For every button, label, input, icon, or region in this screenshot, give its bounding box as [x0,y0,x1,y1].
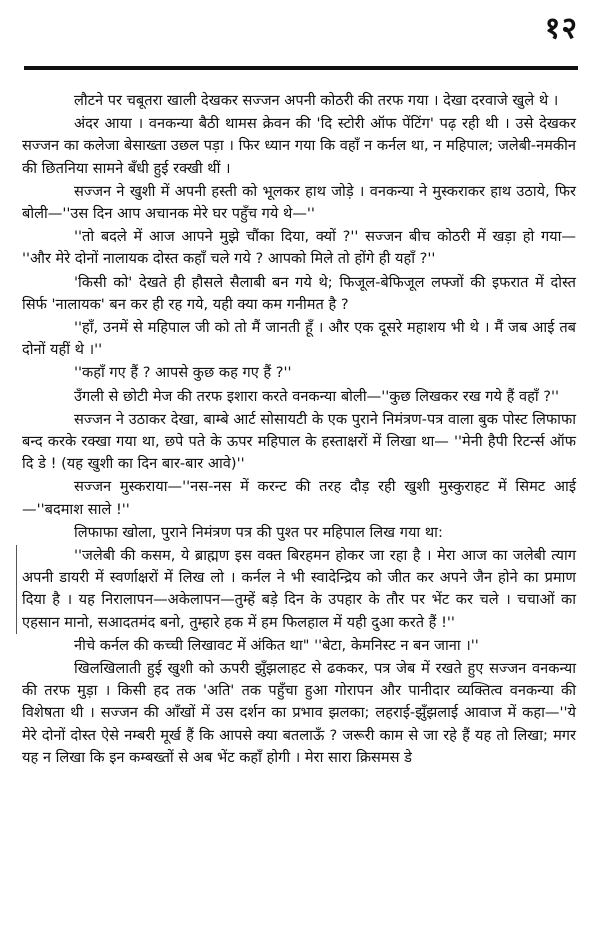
paragraph: खिलखिलाती हुई खुशी को ऊपरी झुँझलाहट से ढककर, पत्र जेब में रखते हुए सज्जन वनकन्या की तरफ मुड़ा । किसी हद तक 'अति' तक पहुँचा हुआ गोरापन और पानीदार व्यक्तित्व वनकन्या की विशेषता थी । सज्जन की आँखों में उस दर्शन का प्रभाव झलका; लहराई-झुँझलाई आवाज में कहा—''ये मेरे दोनों दोस्त ऐसे नम्बरी मूर्ख हैं कि आपसे क्या बतलाऊँ ? जरूरी काम से जा रहे हैं यह तो लिखा; मगर यह न लिखा कि इन कम्बख्तों से अब भेंट कहाँ होगी । मेरा सारा क्रिसमस डे [22,660,576,766]
body-text [22,90,576,770]
paragraph: सज्जन ने खुशी में अपनी हस्ती को भूलकर हाथ जोड़े । वनकन्या ने मुस्कराकर हाथ उठाये, फिर बोली—''उस दिन आप अचानक मेरे घर पहुँच गये थे—'' [22,182,576,223]
quoted-letter: ''जलेबी की कसम, ये ब्राह्मण इस वक्त बिरहमन होकर जा रहा है । मेरा आज का जलेबी त्याग अपनी डायरी में स्वर्णाक्षरों में लिख लो । कर्नल ने भी स्वादेन्द्रिय को जीत कर अपने जैन होने का प्रमाण दिया है । यह निरालापन—अकेलापन—तुम्हें बड़े दिन के उपहार के तौर पर भेंट कर चले । चचाओं का एहसान मानो, सआदतमंद बनो, तुम्हारे हक में हम फिलहाल में यही दुआ करते हैं !'' [16,545,576,634]
header-rule [24,66,578,70]
paragraph: लिफाफा खोला, पुराने निमंत्रण पत्र की पुश्त पर महिपाल लिख गया था: [74,523,443,541]
paragraph: ''कहाँ गए हैं ? आपसे कुछ कह गए हैं ?'' [74,364,292,382]
paragraph: ''हाँ, उनमें से महिपाल जी को तो मैं जानती हूँ । और एक दूसरे महाशय भी थे । मैं जब आई तब दोनों यहीं थे ।'' [22,319,576,359]
paragraph: 'किसी को' देखते ही हौसले सैलाबी बन गये थे; फिजूल-बेफिजूल लफ्जों की इफरात में दोस्त सिर्फ 'नालायक' बन कर ही रह गये, यही क्या कम गनीमत है ? [22,273,576,313]
paragraph: सज्जन ने उठाकर देखा, बाम्बे आर्ट सोसायटी के एक पुराने निमंत्रण-पत्र वाला बुक पोस्ट लिफाफा बन्द करके रक्खा गया था, छपे पते के ऊपर महिपाल के हस्ताक्षरों में लिखा था— ''मेनी हैपी रिटर्न्स ऑफ दि डे ! (यह खुशी का दिन बार-बार आवे)'' [22,410,576,473]
paragraph: नीचे कर्नल की कच्ची लिखावट में अंकित था" ''बेटा, केमनिस्ट न बन जाना ।'' [74,636,479,654]
page-number: १२ [544,11,578,46]
paragraph: अंदर आया । वनकन्या बैठी थामस क्रेवन की 'दि स्टोरी ऑफ पेंटिंग' पढ़ रही थी । उसे देखकर सज्जन का कलेजा बेसाख्ता उछल पड़ा । फिर ध्यान गया कि वहाँ न कर्नल था, न महिपाल; जलेबी-नमकीन की छितनिया सामने बँधी हुई रक्खी थीं । [22,115,576,177]
paragraph: उँगली से छोटी मेज की तरफ इशारा करते वनकन्या बोली—''कुछ लिखकर रख गये हैं वहाँ ?'' [74,387,560,405]
paragraph: सज्जन मुस्कराया—''नस-नस में करन्ट की तरह दौड़ रही खुशी मुस्कुराहट में सिमट आई —''बदमाश साले !'' [22,478,576,518]
paragraph: ''तो बदले में आज आपने मुझे चौंका दिया, क्यों ?'' सज्जन बीच कोठरी में खड़ा हो गया— ''और मेरे दोनों नालायक दोस्त कहाँ चले गये ? आपको मिले तो होंगे ही यहाँ ?'' [22,228,576,268]
paragraph: लौटने पर चबूतरा खाली देखकर सज्जन अपनी कोठरी की तरफ गया । देखा दरवाजे खुले थे । [74,92,559,109]
